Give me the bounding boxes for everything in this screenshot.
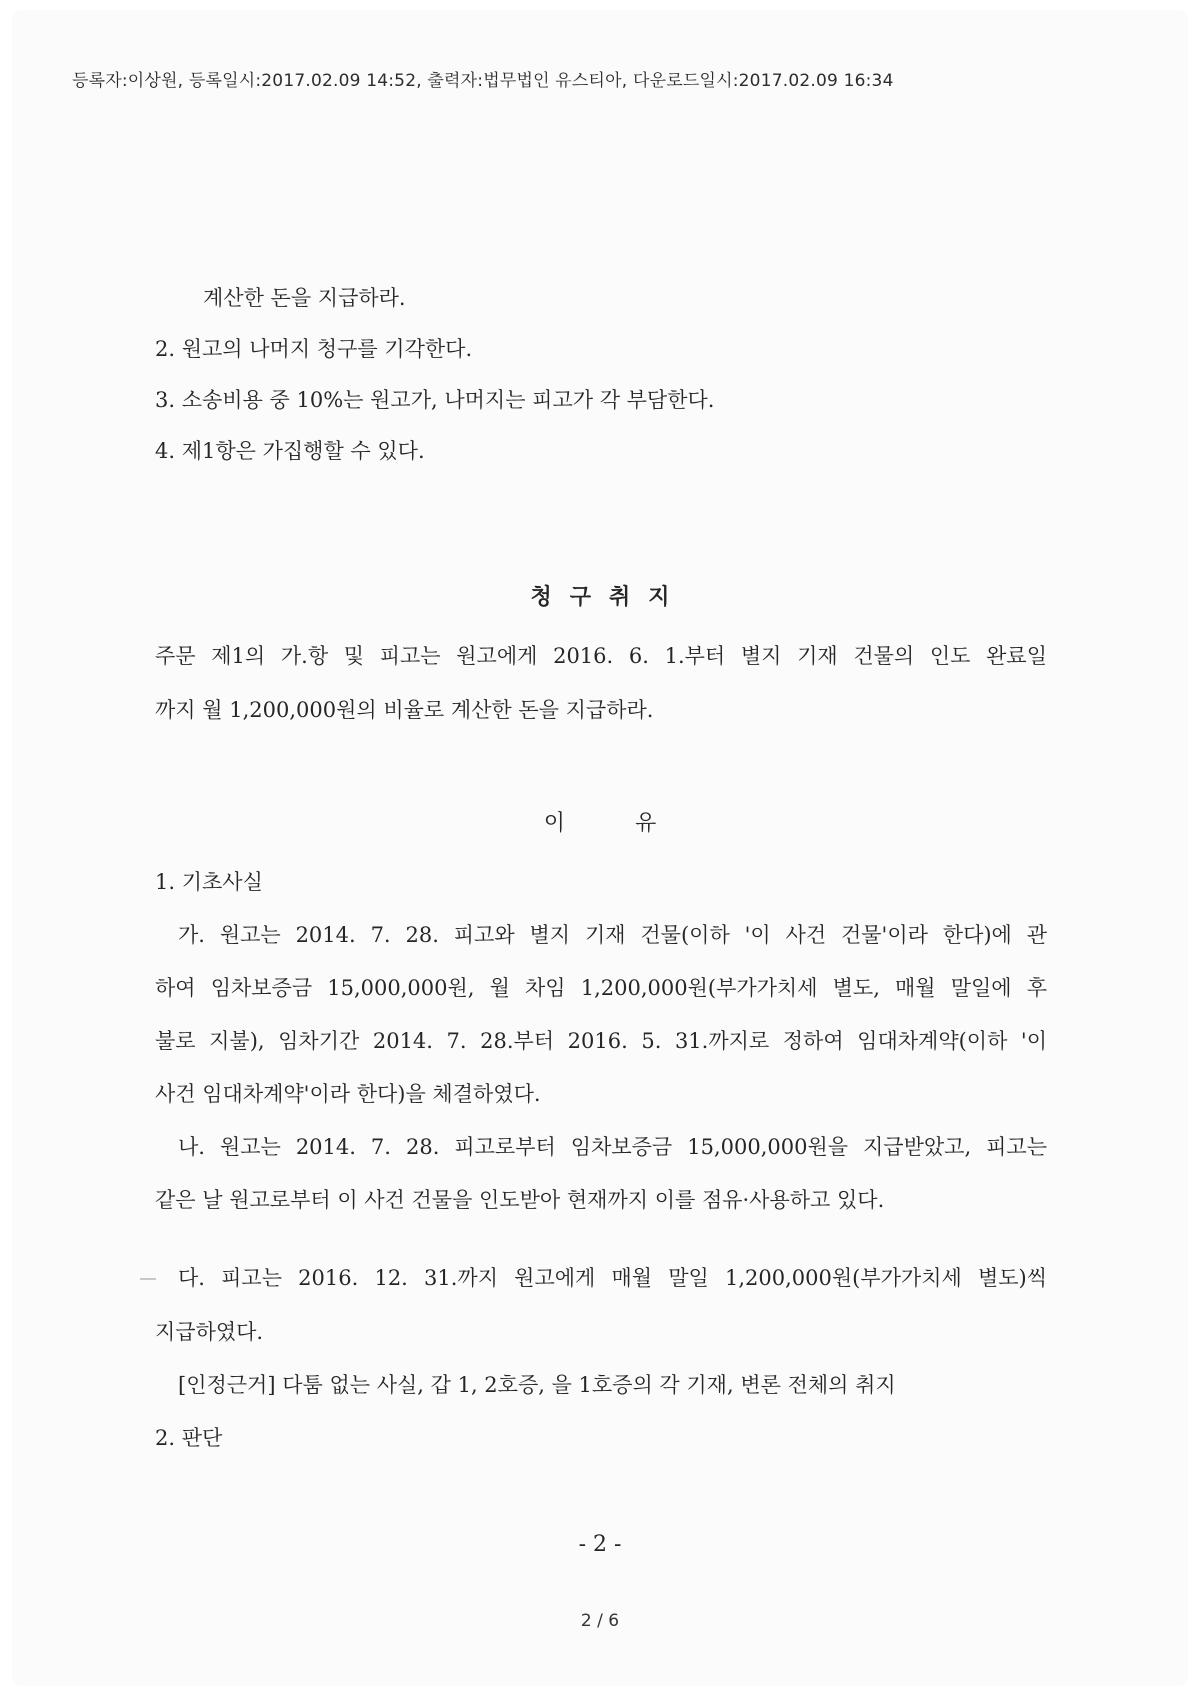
fact-da-line-2: 지급하였다. bbox=[155, 1320, 264, 1344]
section-1-title: 1. 기초사실 bbox=[155, 870, 263, 894]
order-line-continuation: 계산한 돈을 지급하라. bbox=[203, 286, 406, 310]
claim-heading: 청구취지 bbox=[530, 585, 688, 610]
page-count: 2 / 6 bbox=[580, 1611, 620, 1631]
scan-mark bbox=[140, 1278, 156, 1280]
order-item-2: 2. 원고의 나머지 청구를 기각한다. bbox=[155, 337, 473, 361]
order-item-3: 3. 소송비용 중 10%는 원고가, 나머지는 피고가 각 부담한다. bbox=[155, 388, 715, 412]
fact-ga-line-3: 불로 지불), 임차기간 2014. 7. 28.부터 2016. 5. 31.까지로 정하여 임대차계약(이하 '이 bbox=[155, 1029, 1047, 1053]
page-number: - 2 - bbox=[578, 1532, 622, 1557]
fact-da-line-1: 다. 피고는 2016. 12. 31.까지 원고에게 매월 말일 1,200,000원(부가가치세 별도)씩 bbox=[178, 1266, 1047, 1290]
fact-ga-line-1: 가. 원고는 2014. 7. 28. 피고와 별지 기재 건물(이하 '이 사건 건물'이라 한다)에 관 bbox=[178, 923, 1047, 947]
fact-na-line-2: 같은 날 원고로부터 이 사건 건물을 인도받아 현재까지 이를 점유·사용하고 있다. bbox=[155, 1188, 885, 1212]
order-item-4: 4. 제1항은 가집행할 수 있다. bbox=[155, 439, 425, 463]
fact-na-line-1: 나. 원고는 2014. 7. 28. 피고로부터 임차보증금 15,000,000원을 지급받았고, 피고는 bbox=[178, 1135, 1047, 1159]
evidence-basis: [인정근거] 다툼 없는 사실, 갑 1, 2호증, 을 1호증의 각 기재, 변론 전체의 취지 bbox=[178, 1373, 896, 1397]
reason-heading: 이유 bbox=[543, 811, 727, 836]
section-2-title: 2. 판단 bbox=[155, 1426, 223, 1450]
claim-line-2: 까지 월 1,200,000원의 비율로 계산한 돈을 지급하라. bbox=[155, 698, 654, 722]
fact-ga-line-4: 사건 임대차계약'이라 한다)을 체결하였다. bbox=[155, 1082, 541, 1106]
fact-ga-line-2: 하여 임차보증금 15,000,000원, 월 차임 1,200,000원(부가가치세 별도, 매월 말일에 후 bbox=[155, 976, 1047, 1000]
registration-header: 등록자:이상원, 등록일시:2017.02.09 14:52, 출력자:법무법인 유스티아, 다운로드일시:2017.02.09 16:34 bbox=[72, 71, 894, 91]
claim-line-1: 주문 제1의 가.항 및 피고는 원고에게 2016. 6. 1.부터 별지 기재 건물의 인도 완료일 bbox=[155, 644, 1047, 668]
